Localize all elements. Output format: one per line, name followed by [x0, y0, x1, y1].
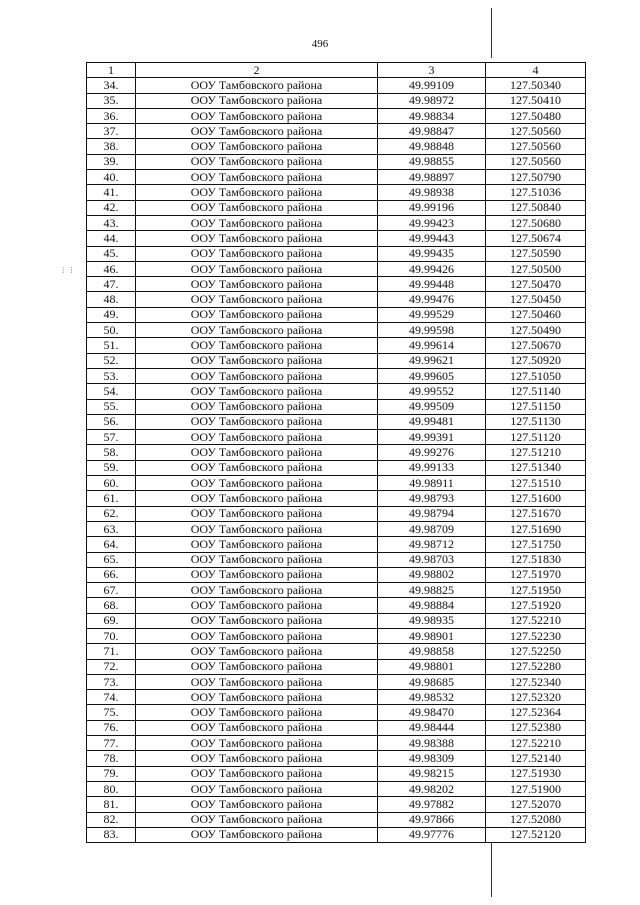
latitude-cell: 49.98972 — [378, 93, 486, 108]
coordinates-table — [86, 62, 586, 843]
latitude-cell: 49.99481 — [378, 414, 486, 429]
row-number-cell: 82. — [87, 812, 136, 827]
object-name-cell: ООУ Тамбовского района — [136, 613, 378, 628]
longitude-cell: 127.50490 — [486, 323, 586, 338]
row-number-cell: 37. — [87, 124, 136, 139]
table-row — [87, 368, 586, 383]
binding-margin-line-bottom — [491, 842, 492, 897]
latitude-cell: 49.98834 — [378, 108, 486, 123]
row-number-cell: 60. — [87, 476, 136, 491]
row-number-cell: 50. — [87, 323, 136, 338]
longitude-cell: 127.51920 — [486, 598, 586, 613]
latitude-cell: 49.98897 — [378, 170, 486, 185]
table-row — [87, 139, 586, 154]
table-row — [87, 261, 586, 276]
row-number-cell: 49. — [87, 307, 136, 322]
object-name-cell: ООУ Тамбовского района — [136, 659, 378, 674]
latitude-cell: 49.98855 — [378, 154, 486, 169]
row-number-cell: 47. — [87, 277, 136, 292]
latitude-cell: 49.99509 — [378, 399, 486, 414]
object-name-cell: ООУ Тамбовского района — [136, 231, 378, 246]
longitude-cell: 127.52070 — [486, 797, 586, 812]
table-row — [87, 445, 586, 460]
object-name-cell: ООУ Тамбовского района — [136, 445, 378, 460]
row-number-cell: 38. — [87, 139, 136, 154]
table-row — [87, 200, 586, 215]
row-number-cell: 66. — [87, 567, 136, 582]
table-row — [87, 491, 586, 506]
latitude-cell: 49.99391 — [378, 430, 486, 445]
latitude-cell: 49.98532 — [378, 690, 486, 705]
table-row — [87, 154, 586, 169]
longitude-cell: 127.50670 — [486, 338, 586, 353]
latitude-cell: 49.98709 — [378, 521, 486, 536]
longitude-cell: 127.50674 — [486, 231, 586, 246]
table-header-row — [87, 63, 586, 78]
table-row — [87, 766, 586, 781]
longitude-cell: 127.50560 — [486, 154, 586, 169]
latitude-cell: 49.99426 — [378, 261, 486, 276]
object-name-cell: ООУ Тамбовского района — [136, 460, 378, 475]
longitude-cell: 127.50480 — [486, 108, 586, 123]
row-number-cell: 61. — [87, 491, 136, 506]
longitude-cell: 127.50560 — [486, 139, 586, 154]
longitude-cell: 127.50410 — [486, 93, 586, 108]
table-row — [87, 277, 586, 292]
table-row — [87, 414, 586, 429]
object-name-cell: ООУ Тамбовского района — [136, 108, 378, 123]
latitude-cell: 49.98884 — [378, 598, 486, 613]
latitude-cell: 49.98202 — [378, 781, 486, 796]
row-number-cell: 41. — [87, 185, 136, 200]
object-name-cell: ООУ Тамбовского района — [136, 583, 378, 598]
latitude-cell: 49.97882 — [378, 797, 486, 812]
object-name-cell: ООУ Тамбовского района — [136, 139, 378, 154]
longitude-cell: 127.51036 — [486, 185, 586, 200]
table-row — [87, 108, 586, 123]
table-row — [87, 307, 586, 322]
table-row — [87, 246, 586, 261]
table-row — [87, 736, 586, 751]
scan-edge-marks: ⁞ ⁞ — [62, 266, 75, 275]
longitude-cell: 127.52280 — [486, 659, 586, 674]
object-name-cell: ООУ Тамбовского района — [136, 338, 378, 353]
longitude-cell: 127.50920 — [486, 353, 586, 368]
latitude-cell: 49.99435 — [378, 246, 486, 261]
longitude-cell: 127.50680 — [486, 215, 586, 230]
table-row — [87, 93, 586, 108]
row-number-cell: 46. — [87, 261, 136, 276]
object-name-cell: ООУ Тамбовского района — [136, 399, 378, 414]
object-name-cell: ООУ Тамбовского района — [136, 353, 378, 368]
column-header-latitude: 3 — [378, 63, 486, 78]
object-name-cell: ООУ Тамбовского района — [136, 751, 378, 766]
longitude-cell: 127.51210 — [486, 445, 586, 460]
table-row — [87, 705, 586, 720]
row-number-cell: 51. — [87, 338, 136, 353]
object-name-cell: ООУ Тамбовского района — [136, 506, 378, 521]
row-number-cell: 42. — [87, 200, 136, 215]
latitude-cell: 49.99605 — [378, 368, 486, 383]
object-name-cell: ООУ Тамбовского района — [136, 307, 378, 322]
latitude-cell: 49.98794 — [378, 506, 486, 521]
latitude-cell: 49.99614 — [378, 338, 486, 353]
table-row — [87, 690, 586, 705]
longitude-cell: 127.50500 — [486, 261, 586, 276]
table-row — [87, 384, 586, 399]
longitude-cell: 127.51510 — [486, 476, 586, 491]
latitude-cell: 49.98935 — [378, 613, 486, 628]
object-name-cell: ООУ Тамбовского района — [136, 261, 378, 276]
row-number-cell: 67. — [87, 583, 136, 598]
longitude-cell: 127.52250 — [486, 644, 586, 659]
table-row — [87, 583, 586, 598]
longitude-cell: 127.52080 — [486, 812, 586, 827]
longitude-cell: 127.51900 — [486, 781, 586, 796]
latitude-cell: 49.98712 — [378, 537, 486, 552]
longitude-cell: 127.51750 — [486, 537, 586, 552]
table-row — [87, 812, 586, 827]
table-row — [87, 231, 586, 246]
latitude-cell: 49.99443 — [378, 231, 486, 246]
longitude-cell: 127.51150 — [486, 399, 586, 414]
table-row — [87, 78, 586, 93]
page-number: 496 — [311, 38, 329, 50]
longitude-cell: 127.51930 — [486, 766, 586, 781]
latitude-cell: 49.98901 — [378, 628, 486, 643]
object-name-cell: ООУ Тамбовского района — [136, 323, 378, 338]
table-row — [87, 124, 586, 139]
object-name-cell: ООУ Тамбовского района — [136, 215, 378, 230]
longitude-cell: 127.52230 — [486, 628, 586, 643]
table-row — [87, 751, 586, 766]
row-number-cell: 80. — [87, 781, 136, 796]
object-name-cell: ООУ Тамбовского района — [136, 491, 378, 506]
latitude-cell: 49.98470 — [378, 705, 486, 720]
table-row — [87, 644, 586, 659]
longitude-cell: 127.51670 — [486, 506, 586, 521]
longitude-cell: 127.51950 — [486, 583, 586, 598]
object-name-cell: ООУ Тамбовского района — [136, 200, 378, 215]
latitude-cell: 49.99276 — [378, 445, 486, 460]
row-number-cell: 62. — [87, 506, 136, 521]
row-number-cell: 56. — [87, 414, 136, 429]
table-row — [87, 567, 586, 582]
longitude-cell: 127.51130 — [486, 414, 586, 429]
latitude-cell: 49.99133 — [378, 460, 486, 475]
table-row — [87, 552, 586, 567]
object-name-cell: ООУ Тамбовского района — [136, 368, 378, 383]
row-number-cell: 69. — [87, 613, 136, 628]
table-row — [87, 170, 586, 185]
binding-margin-line-top — [491, 8, 492, 58]
table-row — [87, 215, 586, 230]
table-row — [87, 781, 586, 796]
row-number-cell: 57. — [87, 430, 136, 445]
latitude-cell: 49.97776 — [378, 827, 486, 842]
latitude-cell: 49.98825 — [378, 583, 486, 598]
object-name-cell: ООУ Тамбовского района — [136, 674, 378, 689]
object-name-cell: ООУ Тамбовского района — [136, 384, 378, 399]
table-row — [87, 506, 586, 521]
row-number-cell: 44. — [87, 231, 136, 246]
row-number-cell: 83. — [87, 827, 136, 842]
longitude-cell: 127.52380 — [486, 720, 586, 735]
latitude-cell: 49.98911 — [378, 476, 486, 491]
latitude-cell: 49.98848 — [378, 139, 486, 154]
latitude-cell: 49.99552 — [378, 384, 486, 399]
table-row — [87, 628, 586, 643]
row-number-cell: 40. — [87, 170, 136, 185]
row-number-cell: 74. — [87, 690, 136, 705]
row-number-cell: 34. — [87, 78, 136, 93]
row-number-cell: 54. — [87, 384, 136, 399]
longitude-cell: 127.52120 — [486, 827, 586, 842]
latitude-cell: 49.98938 — [378, 185, 486, 200]
longitude-cell: 127.50340 — [486, 78, 586, 93]
latitude-cell: 49.98802 — [378, 567, 486, 582]
longitude-cell: 127.51340 — [486, 460, 586, 475]
object-name-cell: ООУ Тамбовского района — [136, 720, 378, 735]
column-header-name: 2 — [136, 63, 378, 78]
row-number-cell: 70. — [87, 628, 136, 643]
row-number-cell: 63. — [87, 521, 136, 536]
object-name-cell: ООУ Тамбовского района — [136, 277, 378, 292]
latitude-cell: 49.97866 — [378, 812, 486, 827]
table-row — [87, 353, 586, 368]
object-name-cell: ООУ Тамбовского района — [136, 246, 378, 261]
latitude-cell: 49.98215 — [378, 766, 486, 781]
object-name-cell: ООУ Тамбовского района — [136, 598, 378, 613]
longitude-cell: 127.51970 — [486, 567, 586, 582]
table-row — [87, 521, 586, 536]
row-number-cell: 58. — [87, 445, 136, 460]
table-row — [87, 827, 586, 842]
table-row — [87, 399, 586, 414]
row-number-cell: 81. — [87, 797, 136, 812]
object-name-cell: ООУ Тамбовского района — [136, 628, 378, 643]
longitude-cell: 127.50840 — [486, 200, 586, 215]
table-row — [87, 613, 586, 628]
object-name-cell: ООУ Тамбовского района — [136, 124, 378, 139]
longitude-cell: 127.51050 — [486, 368, 586, 383]
latitude-cell: 49.98858 — [378, 644, 486, 659]
row-number-cell: 35. — [87, 93, 136, 108]
row-number-cell: 68. — [87, 598, 136, 613]
row-number-cell: 52. — [87, 353, 136, 368]
object-name-cell: ООУ Тамбовского района — [136, 644, 378, 659]
latitude-cell: 49.99196 — [378, 200, 486, 215]
object-name-cell: ООУ Тамбовского района — [136, 78, 378, 93]
object-name-cell: ООУ Тамбовского района — [136, 430, 378, 445]
object-name-cell: ООУ Тамбовского района — [136, 537, 378, 552]
row-number-cell: 48. — [87, 292, 136, 307]
table-row — [87, 338, 586, 353]
object-name-cell: ООУ Тамбовского района — [136, 736, 378, 751]
latitude-cell: 49.98847 — [378, 124, 486, 139]
latitude-cell: 49.99476 — [378, 292, 486, 307]
longitude-cell: 127.52320 — [486, 690, 586, 705]
row-number-cell: 45. — [87, 246, 136, 261]
object-name-cell: ООУ Тамбовского района — [136, 170, 378, 185]
object-name-cell: ООУ Тамбовского района — [136, 827, 378, 842]
object-name-cell: ООУ Тамбовского района — [136, 93, 378, 108]
longitude-cell: 127.51600 — [486, 491, 586, 506]
longitude-cell: 127.50450 — [486, 292, 586, 307]
table-row — [87, 292, 586, 307]
table-row — [87, 430, 586, 445]
latitude-cell: 49.98793 — [378, 491, 486, 506]
table-row — [87, 323, 586, 338]
longitude-cell: 127.50470 — [486, 277, 586, 292]
row-number-cell: 64. — [87, 537, 136, 552]
object-name-cell: ООУ Тамбовского района — [136, 414, 378, 429]
column-header-longitude: 4 — [486, 63, 586, 78]
longitude-cell: 127.51140 — [486, 384, 586, 399]
table-row — [87, 460, 586, 475]
latitude-cell: 49.98309 — [378, 751, 486, 766]
object-name-cell: ООУ Тамбовского района — [136, 476, 378, 491]
longitude-cell: 127.51120 — [486, 430, 586, 445]
latitude-cell: 49.99598 — [378, 323, 486, 338]
table-row — [87, 537, 586, 552]
latitude-cell: 49.99109 — [378, 78, 486, 93]
latitude-cell: 49.99621 — [378, 353, 486, 368]
table-row — [87, 598, 586, 613]
object-name-cell: ООУ Тамбовского района — [136, 781, 378, 796]
longitude-cell: 127.52140 — [486, 751, 586, 766]
longitude-cell: 127.50460 — [486, 307, 586, 322]
longitude-cell: 127.51690 — [486, 521, 586, 536]
longitude-cell: 127.51830 — [486, 552, 586, 567]
longitude-cell: 127.52210 — [486, 736, 586, 751]
object-name-cell: ООУ Тамбовского района — [136, 521, 378, 536]
longitude-cell: 127.52364 — [486, 705, 586, 720]
latitude-cell: 49.98444 — [378, 720, 486, 735]
row-number-cell: 75. — [87, 705, 136, 720]
row-number-cell: 39. — [87, 154, 136, 169]
row-number-cell: 71. — [87, 644, 136, 659]
object-name-cell: ООУ Тамбовского района — [136, 690, 378, 705]
latitude-cell: 49.99529 — [378, 307, 486, 322]
table-row — [87, 476, 586, 491]
latitude-cell: 49.98685 — [378, 674, 486, 689]
table-body — [87, 78, 586, 843]
object-name-cell: ООУ Тамбовского района — [136, 185, 378, 200]
row-number-cell: 36. — [87, 108, 136, 123]
object-name-cell: ООУ Тамбовского района — [136, 766, 378, 781]
row-number-cell: 53. — [87, 368, 136, 383]
column-header-number: 1 — [87, 63, 136, 78]
table-row — [87, 185, 586, 200]
longitude-cell: 127.52340 — [486, 674, 586, 689]
object-name-cell: ООУ Тамбовского района — [136, 812, 378, 827]
row-number-cell: 65. — [87, 552, 136, 567]
table-row — [87, 659, 586, 674]
object-name-cell: ООУ Тамбовского района — [136, 797, 378, 812]
object-name-cell: ООУ Тамбовского района — [136, 292, 378, 307]
row-number-cell: 79. — [87, 766, 136, 781]
table-row — [87, 720, 586, 735]
object-name-cell: ООУ Тамбовского района — [136, 567, 378, 582]
row-number-cell: 43. — [87, 215, 136, 230]
longitude-cell: 127.50590 — [486, 246, 586, 261]
object-name-cell: ООУ Тамбовского района — [136, 705, 378, 720]
latitude-cell: 49.98388 — [378, 736, 486, 751]
row-number-cell: 59. — [87, 460, 136, 475]
latitude-cell: 49.99448 — [378, 277, 486, 292]
object-name-cell: ООУ Тамбовского района — [136, 154, 378, 169]
latitude-cell: 49.99423 — [378, 215, 486, 230]
latitude-cell: 49.98703 — [378, 552, 486, 567]
row-number-cell: 76. — [87, 720, 136, 735]
row-number-cell: 77. — [87, 736, 136, 751]
row-number-cell: 55. — [87, 399, 136, 414]
row-number-cell: 73. — [87, 674, 136, 689]
row-number-cell: 72. — [87, 659, 136, 674]
object-name-cell: ООУ Тамбовского района — [136, 552, 378, 567]
longitude-cell: 127.50560 — [486, 124, 586, 139]
latitude-cell: 49.98801 — [378, 659, 486, 674]
table-row — [87, 674, 586, 689]
table-row — [87, 797, 586, 812]
row-number-cell: 78. — [87, 751, 136, 766]
longitude-cell: 127.50790 — [486, 170, 586, 185]
longitude-cell: 127.52210 — [486, 613, 586, 628]
